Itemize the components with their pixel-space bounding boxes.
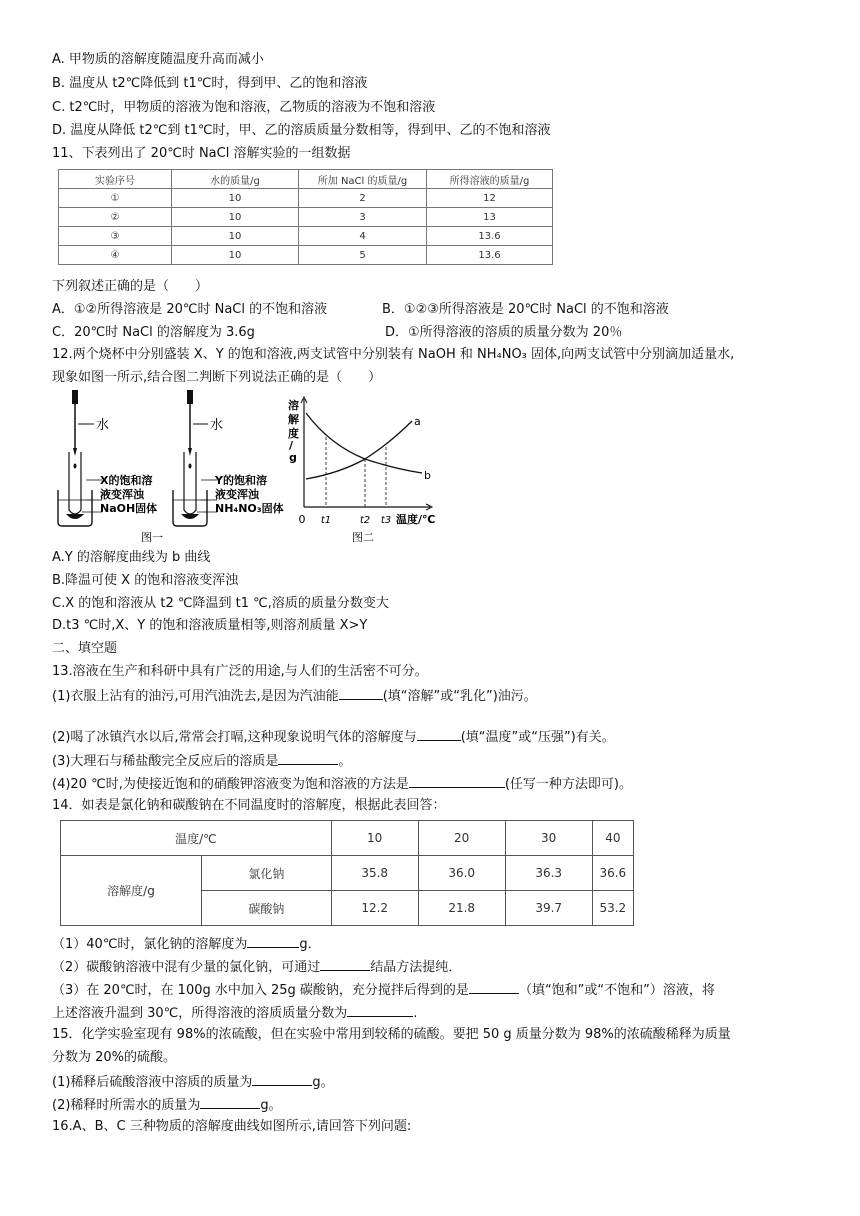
answer-blank[interactable] bbox=[409, 774, 505, 788]
answer-blank[interactable] bbox=[339, 686, 383, 700]
table-header-row bbox=[59, 170, 553, 189]
q13-part4 bbox=[52, 774, 632, 794]
table-cell: 12 bbox=[427, 189, 553, 208]
q11-question: 下列叙述正确的是（ ） bbox=[52, 279, 209, 294]
q13-stem: 13.溶液在生产和科研中具有广泛的用途,与人们的生活密不可分。 bbox=[52, 664, 428, 679]
table-cell: 13 bbox=[427, 208, 553, 227]
table-cell: ① bbox=[59, 189, 172, 208]
table-row bbox=[59, 227, 553, 246]
q14-part2-text: （2）碳酸钠溶液中混有少量的氯化钠，可通过 bbox=[52, 960, 321, 975]
q13-part4-text: (4)20 ℃时,为使接近饱和的硝酸钾溶液变为饱和溶液的方法是 bbox=[52, 777, 409, 792]
q14-part3-cont: 上述溶液升温到 30℃，所得溶液的溶质质量分数为 bbox=[52, 1006, 348, 1021]
table-cell: ② bbox=[59, 208, 172, 227]
table-cell: 36.3 bbox=[505, 856, 592, 891]
test-tube-right bbox=[184, 452, 196, 514]
q15-stem-line2: 分数为 20%的硫酸。 bbox=[52, 1050, 177, 1065]
table-header: 10 bbox=[331, 821, 418, 856]
curve-b bbox=[306, 413, 422, 473]
x-label-line3: NaOH固体 bbox=[100, 502, 158, 515]
table-cell: 2 bbox=[299, 189, 427, 208]
table-header: 水的质量/g bbox=[172, 170, 299, 189]
q14-part2 bbox=[52, 957, 461, 977]
table-header: 温度/℃ bbox=[61, 821, 332, 856]
water-label-right: 水 bbox=[210, 418, 224, 433]
table-cell: 4 bbox=[299, 227, 427, 246]
tick-t3: t3 bbox=[380, 515, 392, 526]
q15-part2 bbox=[52, 1095, 282, 1115]
q12-stem-line1: 12.两个烧杯中分别盛装 X、Y 的饱和溶液,两支试管中分别装有 NaOH 和 NH₄NO₃ 固体,向两支试管中分别滴加适量水, bbox=[52, 347, 735, 362]
table-cell: 53.2 bbox=[592, 891, 633, 926]
y-label-line3: NH₄NO₃固体 bbox=[215, 502, 284, 515]
table-row-header: 溶解度/g bbox=[61, 856, 202, 926]
q14-part3-line1 bbox=[52, 980, 715, 1000]
q14-stem: 14．如表是氯化钠和碳酸钠在不同温度时的溶解度，根据此表回答： bbox=[52, 798, 446, 813]
table-cell: 35.8 bbox=[331, 856, 418, 891]
beaker-left bbox=[58, 490, 92, 526]
table-cell: 10 bbox=[172, 189, 299, 208]
origin-label: 0 bbox=[298, 513, 306, 526]
table-cell: 36.0 bbox=[418, 856, 505, 891]
q14-part3-hint: （填“饱和”或“不饱和”）溶液，将 bbox=[518, 983, 715, 998]
table-header: 实验序号 bbox=[59, 170, 172, 189]
q12-option-b: B.降温可使 X 的饱和溶液变浑浊 bbox=[52, 573, 239, 588]
q13-part2-text: (2)喝了冰镇汽水以后,常常会打嗝,这种现象说明气体的溶解度与 bbox=[52, 730, 417, 745]
q14-part2-end: 结晶方法提纯． bbox=[370, 960, 462, 975]
q13-part1 bbox=[52, 686, 537, 706]
table-header: 30 bbox=[505, 821, 592, 856]
table-header: 所加 NaCl 的质量/g bbox=[299, 170, 427, 189]
q11-option-a: A．①②所得溶液是 20℃时 NaCl 的不饱和溶液 bbox=[52, 302, 328, 317]
q15-part2-unit: g。 bbox=[260, 1098, 282, 1113]
q14-part1-text: （1）40℃时，氯化钠的溶解度为 bbox=[52, 937, 248, 952]
q15-part1-unit: g。 bbox=[312, 1075, 334, 1090]
y-axis-label-3: 度 bbox=[288, 427, 299, 440]
q11-option-c: C．20℃时 NaCl 的溶解度为 3.6g bbox=[52, 325, 255, 340]
tick-t2: t2 bbox=[359, 515, 371, 526]
q13-part1-hint: (填“溶解”或“乳化”)油污。 bbox=[382, 689, 537, 704]
y-axis-label-1: 溶 bbox=[288, 399, 299, 412]
q14-part1-unit: g． bbox=[299, 937, 321, 952]
dropper-right-icon bbox=[187, 390, 193, 469]
q13-part4-hint: (任写一种方法即可)。 bbox=[504, 777, 632, 792]
test-tube-left bbox=[69, 452, 81, 514]
q10-option-c: C. t2℃时，甲物质的溶液为饱和溶液，乙物质的溶液为不饱和溶液 bbox=[52, 100, 436, 115]
answer-blank[interactable] bbox=[469, 980, 519, 994]
section-heading: 二、填空题 bbox=[52, 641, 118, 656]
q10-option-a: A. 甲物质的溶解度随温度升高而减小 bbox=[52, 52, 264, 67]
q11-table bbox=[58, 169, 553, 265]
answer-blank[interactable] bbox=[278, 751, 338, 765]
q10-option-d: D. 温度从降低 t2℃到 t1℃时，甲、乙的溶质质量分数相等，得到甲、乙的不饱和溶液 bbox=[52, 123, 551, 138]
figure-two bbox=[280, 395, 445, 545]
table-cell: 12.2 bbox=[331, 891, 418, 926]
table-header: 40 bbox=[592, 821, 633, 856]
table-header: 所得溶液的质量/g bbox=[427, 170, 553, 189]
answer-blank[interactable] bbox=[320, 957, 370, 971]
table-cell: 39.7 bbox=[505, 891, 592, 926]
q15-part1-text: (1)稀释后硫酸溶液中溶质的质量为 bbox=[52, 1075, 253, 1090]
table-cell: ③ bbox=[59, 227, 172, 246]
table-cell: 10 bbox=[172, 208, 299, 227]
table-header: 20 bbox=[418, 821, 505, 856]
q13-part3-end: 。 bbox=[338, 754, 352, 769]
q13-part1-text: (1)衣服上沾有的油污,可用汽油洗去,是因为汽油能 bbox=[52, 689, 339, 704]
q12-option-a: A.Y 的溶解度曲线为 b 曲线 bbox=[52, 550, 211, 565]
q15-part2-text: (2)稀释时所需水的质量为 bbox=[52, 1098, 201, 1113]
q13-part3-text: (3)大理石与稀盐酸完全反应后的溶质是 bbox=[52, 754, 279, 769]
y-label-line1: Y的饱和溶 bbox=[215, 474, 267, 487]
q12-stem-line2: 现象如图一所示,结合图二判断下列说法正确的是（ ） bbox=[52, 370, 382, 385]
q14-part1 bbox=[52, 934, 321, 954]
figure-one bbox=[52, 388, 292, 543]
q13-part2 bbox=[52, 727, 615, 747]
y-axis-label-4: / bbox=[289, 439, 294, 452]
answer-blank[interactable] bbox=[252, 1072, 312, 1086]
curve-a bbox=[306, 421, 412, 479]
table-row bbox=[59, 246, 553, 265]
curve-b-label: b bbox=[424, 469, 431, 482]
answer-blank[interactable] bbox=[200, 1095, 260, 1109]
answer-blank[interactable] bbox=[347, 1003, 413, 1017]
x-axis-label: 温度/℃ bbox=[396, 513, 436, 526]
table-cell: 36.6 bbox=[592, 856, 633, 891]
q13-part2-hint: (填“温度”或“压强”)有关。 bbox=[460, 730, 615, 745]
q16-stem: 16.A、B、C 三种物质的溶解度曲线如图所示,请回答下列问题: bbox=[52, 1119, 412, 1134]
x-label-line1: X的饱和溶 bbox=[100, 474, 153, 487]
q14-table bbox=[60, 820, 634, 926]
y-axis-label-5: g bbox=[289, 451, 297, 464]
answer-blank[interactable] bbox=[417, 727, 461, 741]
table-row bbox=[61, 856, 634, 891]
table-cell: 13.6 bbox=[427, 227, 553, 246]
y-axis-label-2: 解 bbox=[288, 413, 299, 426]
q13-part3 bbox=[52, 751, 351, 771]
table-cell: 5 bbox=[299, 246, 427, 265]
q12-option-c: C.X 的饱和溶液从 t2 ℃降温到 t1 ℃,溶质的质量分数变大 bbox=[52, 596, 389, 611]
q11-stem: 11、下表列出了 20℃时 NaCl 溶解实验的一组数据 bbox=[52, 146, 351, 161]
figure-one-caption: 图一 bbox=[141, 531, 163, 543]
curve-a-label: a bbox=[414, 415, 421, 428]
table-row bbox=[59, 208, 553, 227]
tick-t1: t1 bbox=[320, 515, 332, 526]
q14-part3-text: （3）在 20℃时，在 100g 水中加入 25g 碳酸钠，充分搅拌后得到的是 bbox=[52, 983, 469, 998]
table-cell: 13.6 bbox=[427, 246, 553, 265]
q14-part3-line2 bbox=[52, 1003, 417, 1023]
q14-part3-end: . bbox=[413, 1006, 418, 1021]
q12-option-d: D.t3 ℃时,X、Y 的饱和溶液质量相等,则溶剂质量 X>Y bbox=[52, 618, 368, 633]
answer-blank[interactable] bbox=[247, 934, 299, 948]
q15-stem-line1: 15．化学实验室现有 98%的浓硫酸，但在实验中常用到较稀的硫酸。要把 50 g 质量分数为 98%的浓硫酸稀释为质量 bbox=[52, 1027, 731, 1042]
figure-two-caption: 图二 bbox=[352, 531, 374, 544]
table-cell: 10 bbox=[172, 227, 299, 246]
table-header-row bbox=[61, 821, 634, 856]
beaker-right bbox=[173, 490, 207, 526]
table-cell: 碳酸钠 bbox=[202, 891, 332, 926]
water-label-left: 水 bbox=[96, 418, 110, 433]
q10-option-b: B. 温度从 t2℃降低到 t1℃时，得到甲、乙的饱和溶液 bbox=[52, 76, 368, 91]
table-cell: ④ bbox=[59, 246, 172, 265]
table-cell: 氯化钠 bbox=[202, 856, 332, 891]
y-label-line2: 液变浑浊 bbox=[215, 488, 259, 501]
q15-part1 bbox=[52, 1072, 334, 1092]
x-label-line2: 液变浑浊 bbox=[100, 488, 144, 501]
table-cell: 10 bbox=[172, 246, 299, 265]
q11-option-d: D．①所得溶液的溶质的质量分数为 20％ bbox=[385, 325, 623, 340]
table-cell: 3 bbox=[299, 208, 427, 227]
q11-option-b: B．①②③所得溶液是 20℃时 NaCl 的不饱和溶液 bbox=[382, 302, 669, 317]
table-cell: 21.8 bbox=[418, 891, 505, 926]
dropper-left-icon bbox=[72, 390, 78, 469]
table-row bbox=[59, 189, 553, 208]
